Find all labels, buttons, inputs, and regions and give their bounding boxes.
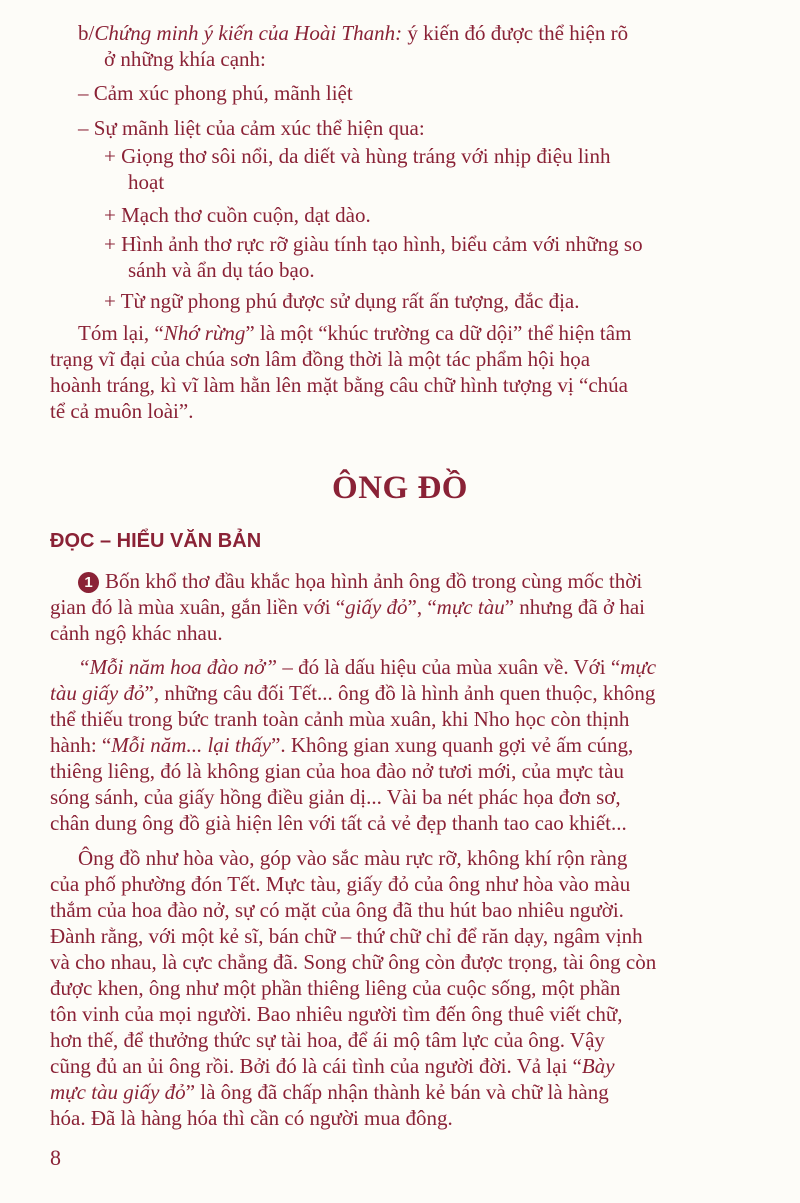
quote-tau-giay-do: tàu giấy đỏ (50, 681, 145, 705)
p3-line-7: tôn vinh của mọi người. Bao nhiêu người tìm đến ông thuê viết chữ, (50, 1002, 623, 1026)
p1-text: gian đó là mùa xuân, gắn liền với “ (50, 595, 346, 619)
p2-text: ”, những câu đối Tết... ông đồ là hình ảnh quen thuộc, không (144, 681, 656, 705)
p1-line-1 (78, 568, 642, 594)
summary-text: Tóm lại, “ (78, 321, 164, 345)
number-badge: 1 (78, 572, 99, 593)
p3-line-11: hóa. Đã là hàng hóa thì cần có người mua đông. (50, 1106, 453, 1130)
point-b-heading: Chứng minh ý kiến của Hoài Thanh: (94, 21, 403, 45)
plus-item-3-line-1: + Hình ảnh thơ rực rỡ giàu tính tạo hình, biểu cảm với những so (104, 232, 643, 256)
plus-item-4: + Từ ngữ phong phú được sử dụng rất ấn tượng, đắc địa. (104, 289, 580, 313)
quote-muc-tau: mực tàu (436, 595, 505, 619)
p2-line-2 (50, 680, 655, 706)
p2-line-5: thiêng liêng, đó là không gian của hoa đào nở tươi mới, của mực tàu (50, 759, 624, 783)
p3-line-1: Ông đồ như hòa vào, góp vào sắc màu rực rỡ, không khí rộn ràng (78, 846, 628, 870)
p1-text: Bốn khổ thơ đầu khắc họa hình ảnh ông đồ trong cùng mốc thời (105, 569, 643, 593)
p2-line-3: thể thiếu trong bức tranh toàn cảnh mùa xuân, khi Nho học còn thịnh (50, 707, 630, 731)
p3-line-8: hơn thế, để thưởng thức sự tài hoa, để ái mộ tâm lực của ông. Vậy (50, 1028, 605, 1052)
p1-line-3: cảnh ngộ khác nhau. (50, 621, 223, 645)
p2-line-7: chân dung ông đồ già hiện lên với tất cả vẻ đẹp thanh tao cao khiết... (50, 811, 627, 835)
quote-giay-do: giấy đỏ (345, 595, 408, 619)
p1-line-2 (50, 594, 645, 620)
p2-text: ”. Không gian xung quanh gợi vẻ ấm cúng, (271, 733, 634, 757)
point-b-line-2: ở những khía cạnh: (104, 47, 266, 71)
quote-muc: mực (620, 655, 657, 679)
summary-line-3: hoành tráng, kì vĩ làm hằn lên mặt bằng câu chữ hình tượng vị “chúa (50, 373, 628, 397)
plus-item-1-line-2: hoạt (128, 170, 165, 194)
p2-text: – đó là dấu hiệu của mùa xuân về. Với “ (277, 655, 621, 679)
p3-line-3: thắm của hoa đào nở, sự có mặt của ông đã thu hút bao nhiêu người. (50, 898, 624, 922)
dash-item-1: – Cảm xúc phong phú, mãnh liệt (78, 81, 353, 105)
summary-text: ” là một “khúc trường ca dữ dội” thể hiện tâm (245, 321, 632, 345)
section-heading: ĐỌC – HIỂU VĂN BẢN (50, 530, 262, 552)
p3-line-6: được khen, ông như một phần thiêng liêng của cuộc sống, một phần (50, 976, 621, 1000)
plus-item-3-line-2: sánh và ẩn dụ táo bạo. (128, 258, 315, 282)
point-b-text: ý kiến đó được thể hiện rõ (402, 21, 629, 45)
plus-item-1-line-1: + Giọng thơ sôi nổi, da diết và hùng tráng với nhịp điệu linh (104, 144, 611, 168)
quote-lai-thay: Mỗi năm... lại thấy (111, 733, 272, 757)
p3-line-10 (50, 1079, 609, 1105)
p2-text: hành: “ (50, 733, 112, 757)
plus-item-2: + Mạch thơ cuồn cuộn, dạt dào. (104, 203, 371, 227)
summary-line-4: tể cả muôn loài”. (50, 399, 194, 423)
page-number: 8 (50, 1145, 61, 1170)
poem-title: Nhớ rừng (163, 321, 246, 345)
p2-line-1 (78, 654, 656, 680)
p3-text: cũng đủ an ủi ông rồi. Bởi đó là cái tình của người đời. Vả lại “ (50, 1054, 582, 1078)
p1-text: ” nhưng đã ở hai (504, 595, 645, 619)
summary-line-1 (78, 320, 631, 346)
p2-line-4 (50, 732, 633, 758)
point-b-line-1 (78, 20, 628, 46)
quote-moi-nam: “Mỗi năm hoa đào nở” (78, 655, 278, 679)
p2-line-6: sóng sánh, của giấy hồng điều giản dị... Vài ba nét phác họa đơn sơ, (50, 785, 621, 809)
p3-line-5: và cho nhau, là cực chẳng đã. Song chữ ông còn được trọng, tài ông còn (50, 950, 657, 974)
quote-bay: Bày (581, 1054, 615, 1078)
lesson-title: ÔNG ĐỒ (332, 470, 468, 506)
p3-text: ” là ông đã chấp nhận thành kẻ bán và chữ là hàng (185, 1080, 609, 1104)
point-b-label: b/ (78, 21, 95, 45)
quote-muc-tau-giay-do: mực tàu giấy đỏ (50, 1080, 186, 1104)
summary-line-2: trạng vĩ đại của chúa sơn lâm đồng thời là một tác phẩm hội họa (50, 347, 591, 371)
p1-text: ”, “ (407, 595, 437, 619)
p3-line-2: của phố phường đón Tết. Mực tàu, giấy đỏ của ông như hòa vào màu (50, 872, 631, 896)
dash-item-2: – Sự mãnh liệt của cảm xúc thể hiện qua: (78, 116, 425, 140)
p3-line-9 (50, 1053, 615, 1079)
p3-line-4: Đành rằng, với một kẻ sĩ, bán chữ – thứ chữ chỉ để răn dạy, ngâm vịnh (50, 924, 643, 948)
